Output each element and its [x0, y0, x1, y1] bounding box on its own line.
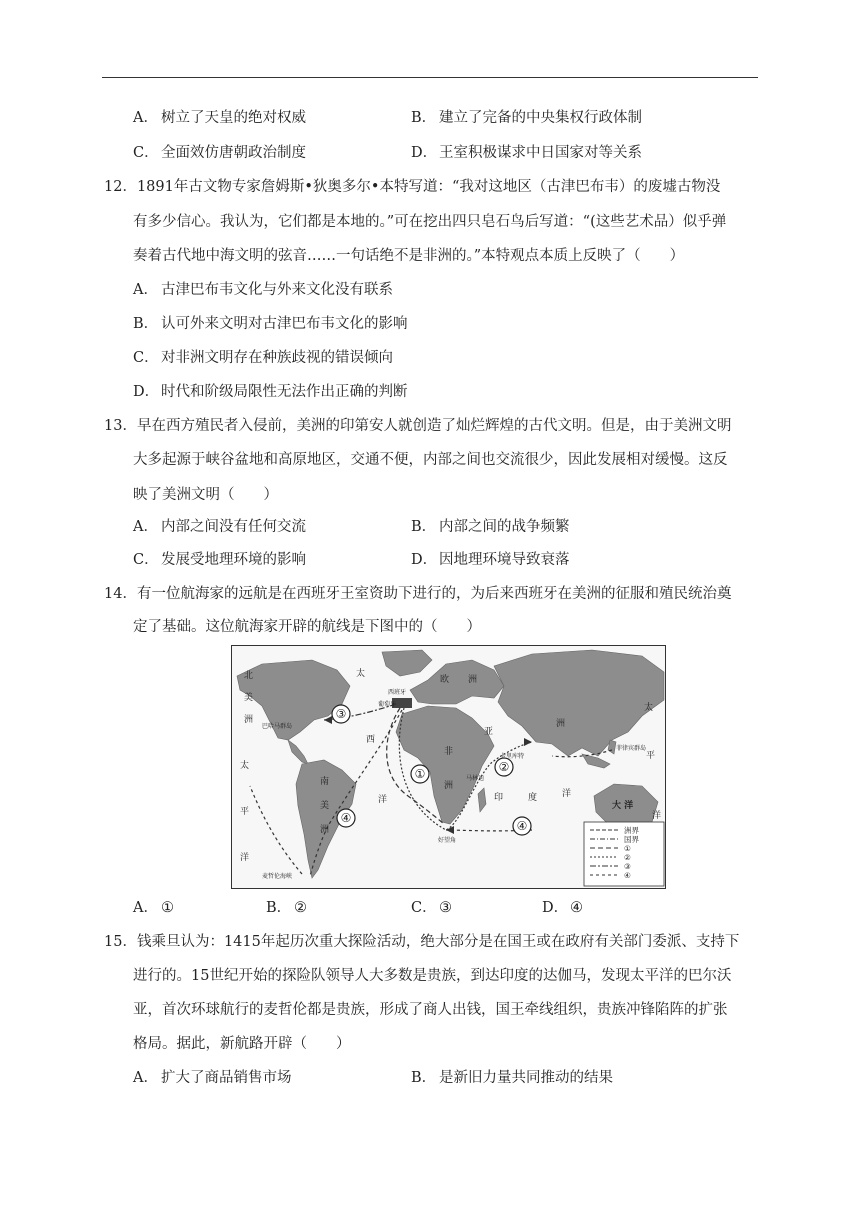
label-portugal: 葡萄牙 [378, 701, 397, 708]
label-pacific-e-ping: 平 [646, 751, 656, 761]
q15-stem-line-2: 进行的。15世纪开始的探险队领导人大多数是贵族，到达印度的达伽马，发现太平洋的巴尔沃 [133, 968, 732, 984]
route-1-label: ① [414, 767, 426, 781]
route-2-label: ② [498, 760, 510, 774]
label-magellan: 麦哲伦海峡 [262, 873, 293, 880]
label-zhou-fei: 洲 [444, 781, 454, 791]
label-mei-s: 美 [320, 801, 330, 811]
q12-stem-line-1: 12．1891年古文物专家詹姆斯•狄奥多尔•本特写道：“我对这地区（古津巴布韦）的废墟古物没 [104, 179, 721, 195]
label-fei: 非 [444, 747, 454, 757]
north-america-shape [237, 660, 350, 740]
q14-option-c[interactable]: C． ③ [411, 900, 452, 916]
label-atlantic-yang: 洋 [378, 795, 388, 805]
q12-option-c[interactable]: C． 对非洲文明存在种族歧视的错误倾向 [133, 350, 393, 366]
madagascar-shape [478, 788, 486, 812]
label-nan: 南 [320, 777, 330, 787]
label-tai: 太 [356, 669, 366, 679]
legend-label-route-1: ① [624, 844, 631, 853]
q13-stem-line-3: 映了美洲文明（ ） [133, 487, 278, 503]
q13-option-d[interactable]: D． 因地理环境导致衰落 [411, 552, 570, 568]
label-good-hope: 好望角 [438, 837, 457, 844]
q11-option-b[interactable]: B． 建立了完备的中央集权行政体制 [411, 110, 642, 126]
label-zhou-s: 洲 [320, 825, 330, 835]
label-pacific-w-ping: 平 [240, 807, 250, 817]
legend-label-country: 国界 [624, 835, 639, 844]
q13-option-a[interactable]: A． 内部之间没有任何交流 [133, 519, 306, 535]
legend-label-route-2: ② [624, 853, 631, 862]
label-zhou-ya: 洲 [556, 719, 566, 729]
q14-stem-line-1: 14．有一位航海家的远航是在西班牙王室资助下进行的，为后来西班牙在美洲的征服和殖民统治奠 [104, 586, 732, 602]
label-indian-yang: 洋 [562, 789, 572, 799]
label-bahamas: 巴哈马群岛 [262, 723, 293, 730]
map-drawing [232, 646, 665, 888]
label-ou: 欧 [440, 675, 450, 685]
label-pacific-e-tai: 太 [644, 703, 654, 713]
label-north: 北 [244, 671, 254, 681]
label-oceania: 大 洋 [612, 801, 634, 811]
label-philippines: 菲律宾群岛 [616, 745, 647, 752]
label-continent-n: 洲 [244, 715, 254, 725]
route-3-label: ③ [335, 707, 347, 721]
asia-shape [494, 650, 664, 756]
q15-option-b[interactable]: B． 是新旧力量共同推动的结果 [411, 1070, 613, 1086]
q15-stem-line-1: 15．钱乘旦认为：1415年起历次重大探险活动，绝大部分是在国王或在政府有关部门委派、支持下 [104, 934, 740, 950]
header-rule [102, 77, 758, 78]
q13-stem-line-2: 大多起源于峡谷盆地和高原地区，交通不便，内部之间也交流很少，因此发展相对缓慢。这反 [133, 452, 728, 468]
label-malindi: 马林迪 [466, 775, 485, 782]
q14-option-b[interactable]: B． ② [266, 900, 307, 916]
arrowhead-route-3 [324, 716, 332, 724]
label-pacific-w-yang: 洋 [240, 853, 250, 863]
label-indian-yin: 印 [494, 793, 504, 803]
legend-label-route-4: ④ [624, 871, 631, 880]
map-legend [584, 822, 664, 886]
q13-stem-line-1: 13．早在西方殖民者入侵前，美洲的印第安人就创造了灿烂辉煌的古代文明。但是，由于美洲文明 [104, 418, 732, 434]
greenland-shape [382, 650, 432, 676]
label-pacific-w-tai: 太 [240, 761, 250, 771]
label-ya: 亚 [484, 727, 494, 737]
q12-option-b[interactable]: B． 认可外来文明对古津巴布韦文化的影响 [133, 316, 408, 332]
q12-stem-line-2: 有多少信心。我认为，它们都是本地的。”可在挖出四只皂石鸟后写道：“(这些艺术品）似乎弹 [133, 214, 727, 230]
q15-stem-line-4: 格局。据此，新航路开辟（ ） [133, 1036, 351, 1052]
label-indian-du: 度 [528, 793, 538, 803]
q15-option-a[interactable]: A． 扩大了商品销售市场 [133, 1070, 292, 1086]
label-zhou-ou: 洲 [468, 675, 478, 685]
label-xi: 西 [366, 735, 376, 745]
label-america-n: 美 [244, 693, 254, 703]
label-spain: 西班牙 [388, 689, 407, 696]
q12-option-a[interactable]: A． 古津巴布韦文化与外来文化没有联系 [133, 282, 393, 298]
q11-option-a[interactable]: A． 树立了天皇的绝对权威 [133, 110, 306, 126]
q14-option-a[interactable]: A． ① [133, 900, 174, 916]
legend-label-continent: 洲界 [624, 826, 639, 835]
q12-option-d[interactable]: D． 时代和阶级局限性无法作出正确的判断 [133, 384, 408, 400]
central-america-shape [288, 740, 308, 764]
q13-option-c[interactable]: C． 发展受地理环境的影响 [133, 552, 306, 568]
route-4-label-atlantic: ④ [340, 811, 352, 825]
q14-stem-line-2: 定了基础。这位航海家开辟的航线是下图中的（ ） [133, 619, 481, 635]
legend-label-route-3: ③ [624, 862, 631, 871]
q13-option-b[interactable]: B． 内部之间的战争频繁 [411, 519, 570, 535]
q12-stem-line-3: 奏着古代地中海文明的弦音……一句话绝不是非洲的。”本特观点本质上反映了（ ） [133, 248, 685, 264]
route-4-label-indian: ④ [516, 819, 528, 833]
label-calicut: 卡里库特 [500, 753, 525, 760]
voyage-route-map [231, 645, 666, 889]
label-pacific-e-yang: 洋 [652, 811, 662, 821]
arrowhead-route-2 [524, 738, 532, 746]
q11-option-d[interactable]: D． 王室积极谋求中日国家对等关系 [411, 145, 642, 161]
q14-option-d[interactable]: D． ④ [542, 900, 583, 916]
q11-option-c[interactable]: C． 全面效仿唐朝政治制度 [133, 145, 306, 161]
q15-stem-line-3: 亚，首次环球航行的麦哲伦都是贵族，形成了商人出钱，国王牵线组织，贵族冲锋陷阵的扩张 [133, 1002, 728, 1018]
